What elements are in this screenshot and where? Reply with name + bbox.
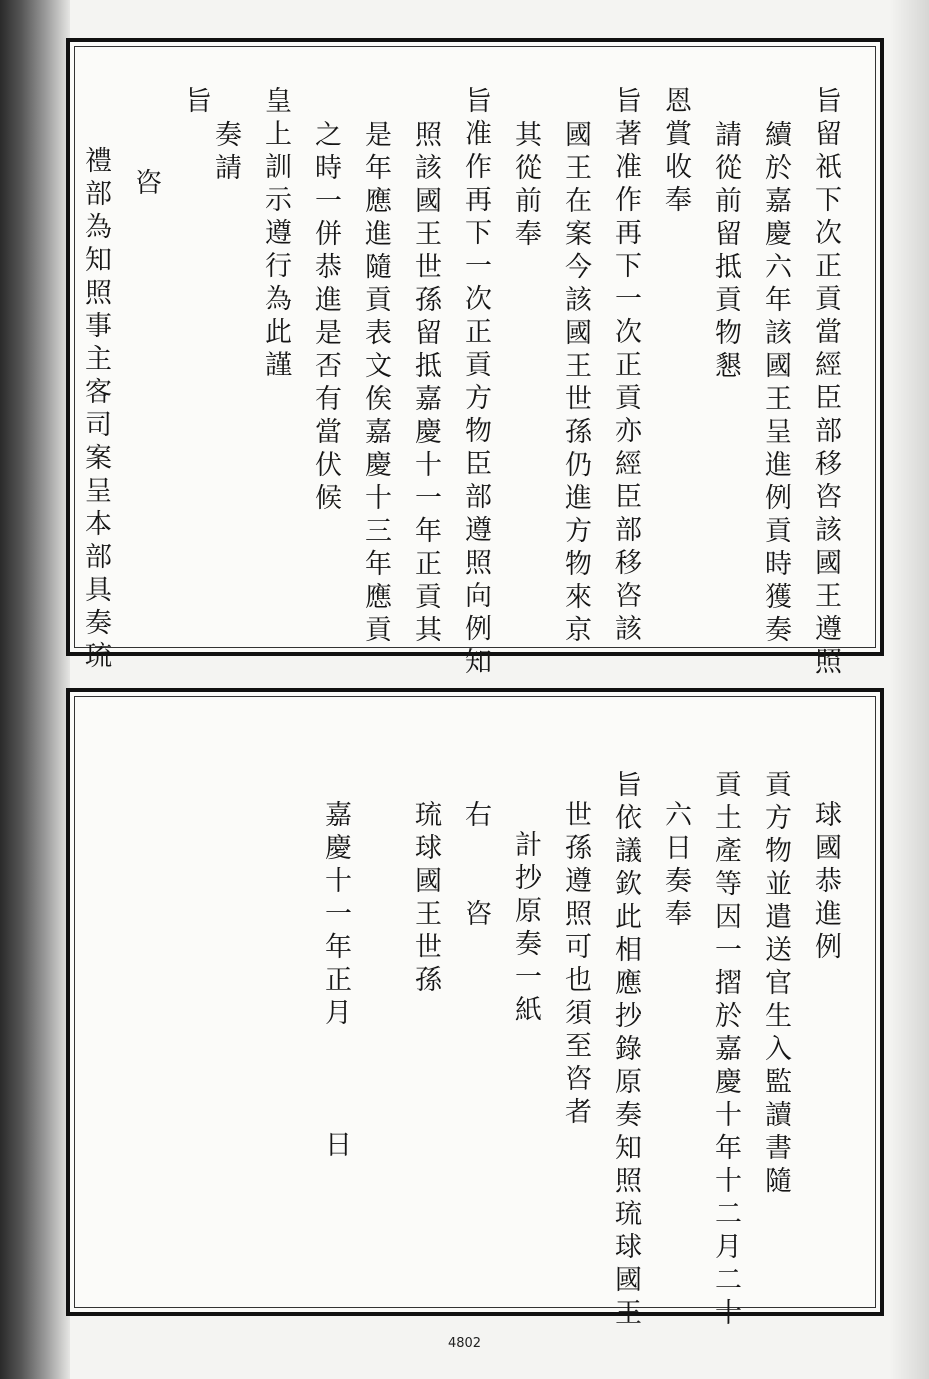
text-column: 請從前留抵貢物懇 xyxy=(710,120,741,384)
binding-shadow xyxy=(0,0,70,1379)
panel-inner-rule xyxy=(74,696,876,1308)
text-column: 旨准作再下一次正貢方物臣部遵照向例知 xyxy=(460,86,491,680)
text-column: 恩賞收奉 xyxy=(660,86,691,218)
text-column: 計抄原奏一紙 xyxy=(510,830,541,1028)
text-column: 旨留祇下次正貢當經臣部移咨該國王遵照 xyxy=(810,86,841,680)
text-column: 咨 xyxy=(130,168,161,201)
text-column: 旨依議欽此相應抄錄原奏知照琉球國王 xyxy=(610,770,641,1331)
document-panel-top xyxy=(66,38,884,680)
text-column: 旨著准作再下一次正貢亦經臣部移咨該 xyxy=(610,86,641,647)
text-column: 六日奏奉 xyxy=(660,800,691,932)
text-column: 琉球國王世孫 xyxy=(410,800,441,998)
text-column: 禮部為知照事主客司案呈本部具奏琉 xyxy=(80,146,111,674)
text-column: 之時一併恭進是否有當伏候 xyxy=(310,120,341,516)
page-edge-shade xyxy=(889,0,929,1379)
text-column: 照該國王世孫留抵嘉慶十一年正貢其 xyxy=(410,120,441,648)
text-column: 貢方物並遣送官生入監讀書隨 xyxy=(760,770,791,1199)
document-panel-bottom xyxy=(66,688,884,1331)
text-column: 貢土產等因一摺於嘉慶十年十二月二十 xyxy=(710,770,741,1331)
text-column: 球國恭進例 xyxy=(810,800,841,965)
page-number: 4802 xyxy=(447,1336,482,1351)
text-column: 右 咨 xyxy=(460,800,491,932)
text-column: 旨 xyxy=(180,86,211,119)
text-column: 其從前奉 xyxy=(510,120,541,252)
text-column: 國王在案今該國王世孫仍進方物來京 xyxy=(560,120,591,648)
text-column: 奏請 xyxy=(210,120,241,186)
text-column: 續於嘉慶六年該國王呈進例貢時獲奏 xyxy=(760,120,791,648)
text-column: 皇上訓示遵行為此謹 xyxy=(260,86,291,383)
text-column: 是年應進隨貢表文俟嘉慶十三年應貢 xyxy=(360,120,391,648)
text-column: 世孫遵照可也須至咨者 xyxy=(560,800,591,1130)
text-column: 嘉慶十一年正月 日 xyxy=(320,800,351,1163)
